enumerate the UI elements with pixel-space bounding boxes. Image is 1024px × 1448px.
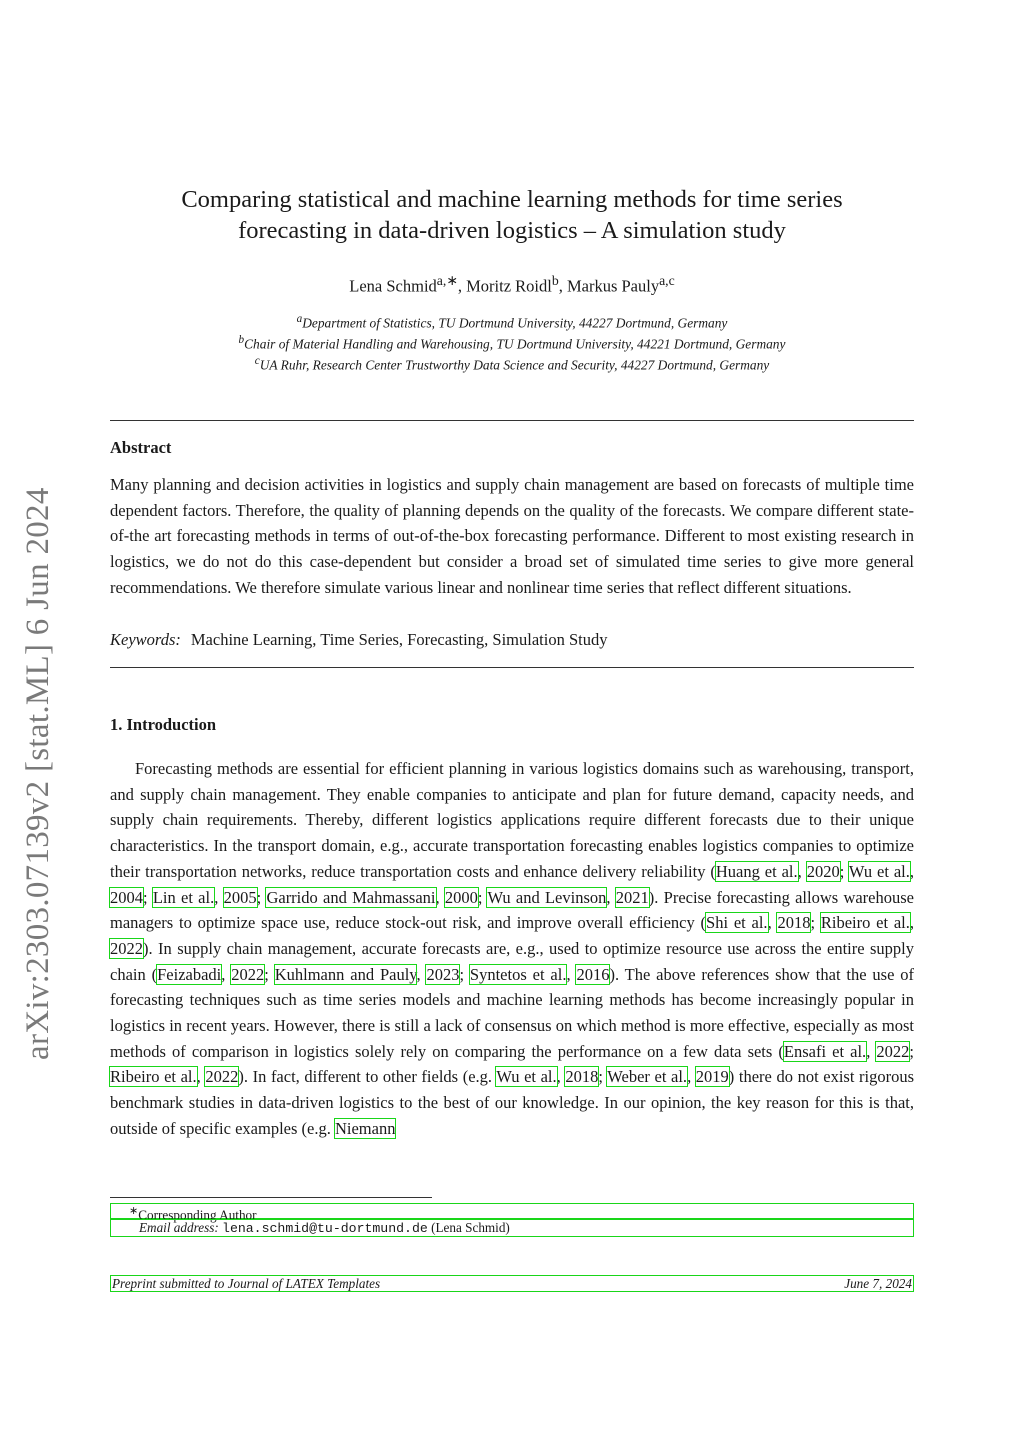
title-line-2: forecasting in data-driven logistics – A simulation study [238, 217, 786, 244]
abstract-top-rule [110, 420, 914, 421]
citation-year-link[interactable]: 2023 [426, 964, 460, 984]
citation-link[interactable]: Kuhlmann and Pauly [274, 964, 417, 984]
citation-link[interactable]: Ribeiro et al. [820, 913, 910, 933]
affiliation [110, 332, 914, 353]
affiliation-mark: c [254, 354, 260, 367]
citation-link[interactable]: Huang et al. [715, 861, 798, 881]
author-list: Lena Schmid$^{a,∗}$, Moritz Roidl$^b$, Markus Pauly$^{a,c}$ [349, 273, 675, 296]
citation-year-link[interactable]: 2022 [205, 1067, 239, 1087]
citation-year-link[interactable]: 2019 [695, 1067, 729, 1087]
abstract-heading: Abstract [110, 438, 172, 457]
email-owner: (Lena Schmid) [431, 1220, 510, 1235]
footnote-rule [110, 1197, 432, 1198]
keywords [110, 630, 914, 650]
citation-link[interactable]: Wu et al. [848, 861, 910, 881]
citation-year-link[interactable]: 2016 [576, 964, 610, 984]
author-name: Lena Schmid [349, 276, 437, 296]
citation-link[interactable]: Wu et al. [496, 1067, 557, 1087]
affiliation [110, 353, 914, 374]
affiliation-text: UA Ruhr, Research Center Trustworthy Data Science and Security, 44227 Dortmund, Germany [259, 357, 770, 373]
citation-link[interactable]: Shi et al. [706, 913, 768, 933]
affiliation-text: Chair of Material Handling and Warehousing, TU Dortmund University, 44221 Dortmund, Germany [244, 336, 786, 352]
citation-year-link[interactable]: 2022 [876, 1041, 910, 1061]
citation-link[interactable]: Feizabadi [157, 964, 222, 984]
author-name: Moritz Roidl [466, 276, 552, 296]
citation-link[interactable]: Syntetos et al. [469, 964, 567, 984]
introduction-paragraph: Forecasting methods are essential for efficient planning in various logistics domains such as warehousing, transport, and supply chain management. They enable companies to anticipate and plan for future demand, capacity needs, and supply chain requirements. Thereby, different logistics applications require different forecasts due to their unique characteristics. In the transport domain, e.g., accurate transportation forecasting enables logistics companies to optimize their transportation networks, reduce transportation costs and enhance delivery reliability (Huang et al., 2020; Wu et al., 2004; Lin et al., 2005; Garrido and Mahmassani, 2000; Wu and Levinson, 2021). Precise forecasting allows warehouse managers to optimize space use, reduce stock-out risk, and improve overall efficiency (Shi et al., 2018; Ribeiro et al., 2022). In supply chain management, accurate forecasts are, e.g., used to optimize resource use across the entire supply chain (Feizabadi, 2022; Kuhlmann and Pauly, 2023; Syntetos et al., 2016). The above references show that the use of forecasting techniques such as time series models and machine learning methods has become increasingly popular in logistics in recent years. However, there is still a lack of consensus on which method is more effective, especially as most methods of comparison in logistics solely rely on comparing the performance on a few data sets (Ensafi et al., 2022; Ribeiro et al., 2022). In fact, different to other fields (e.g. Wu et al., 2018; Weber et al., 2019) there do not exist rigorous benchmark studies in data-driven logistics to the best of our knowledge. In our opinion, the key reason for this is that, outside of specific examples (e.g. Niemann [110, 759, 915, 1138]
citation-link[interactable]: Ribeiro et al. [110, 1067, 197, 1087]
citation-link[interactable]: Lin et al. [152, 887, 215, 907]
keywords-text: Machine Learning, Time Series, Forecasting, Simulation Study [190, 630, 608, 649]
citation-link[interactable]: Garrido and Mahmassani [266, 887, 436, 907]
email-address[interactable]: lena.schmid@tu-dortmund.de [222, 1221, 428, 1236]
preprint-footer-link[interactable] [110, 1275, 914, 1292]
footnote-mark: ∗ [129, 1205, 139, 1217]
affiliation-mark: a [296, 313, 303, 325]
citation-year-link[interactable]: 2022 [110, 938, 143, 958]
citation-year-link[interactable]: 2000 [444, 887, 478, 907]
abstract-bottom-rule [110, 667, 914, 668]
citation-year-link[interactable]: 2021 [615, 887, 649, 907]
footnote-email-link[interactable] [110, 1219, 914, 1237]
paper-title [110, 184, 914, 246]
footnote-text: Corresponding Author [138, 1207, 257, 1223]
author-affil-mark: a,∗ [436, 273, 458, 288]
email-label: Email address: [139, 1220, 219, 1235]
citation-year-link[interactable]: 2018 [777, 913, 811, 933]
citation-year-link[interactable]: 2004 [110, 887, 143, 907]
author-affil-mark: b [551, 273, 559, 288]
citation-link[interactable]: Wu and Levinson [487, 887, 607, 907]
citation-link[interactable]: Weber et al. [607, 1067, 688, 1087]
section-heading: 1. Introduction [110, 715, 217, 734]
citation-year-link[interactable]: 2022 [231, 964, 265, 984]
keywords-label: Keywords: [110, 630, 181, 649]
affiliations [110, 311, 914, 374]
footnote-corresponding-author-link[interactable] [110, 1203, 914, 1223]
footer-date: June 7, 2024 [844, 1276, 912, 1291]
abstract-text: Many planning and decision activities in logistics and supply chain management are based on forecasts of multiple time dependent factors. Therefore, the quality of planning depends on the quality of the forecasts. We compare different state-of-the art forecasting methods in terms of out-of-the-box forecasting performance. Different to most existing research in logistics, we do not do this case-dependent but consider a broad set of simulated time series to give more general recommendations. We therefore simulate various linear and nonlinear time series that reflect different situations. [110, 475, 914, 597]
affiliation [110, 311, 914, 332]
citation-link[interactable]: Niemann [334, 1118, 396, 1138]
citation-year-link[interactable]: 2018 [565, 1067, 599, 1087]
citation-year-link[interactable]: 2005 [223, 887, 257, 907]
affiliation-text: Department of Statistics, TU Dortmund University, 44227 Dortmund, Germany [302, 315, 728, 331]
author-affil-mark: a,c [659, 273, 675, 288]
affiliation-mark: b [238, 333, 245, 346]
author-name: Markus Pauly [566, 276, 660, 296]
title-line-1: Comparing statistical and machine learning methods for time series [181, 186, 843, 213]
footer-journal: Preprint submitted to Journal of LATEX Templates [112, 1276, 381, 1291]
citation-year-link[interactable]: 2020 [806, 861, 840, 881]
arxiv-identifier: arXiv:2303.07139v2 [stat.ML] 6 Jun 2024 [20, 487, 56, 1060]
citation-link[interactable]: Ensafi et al. [783, 1041, 867, 1061]
